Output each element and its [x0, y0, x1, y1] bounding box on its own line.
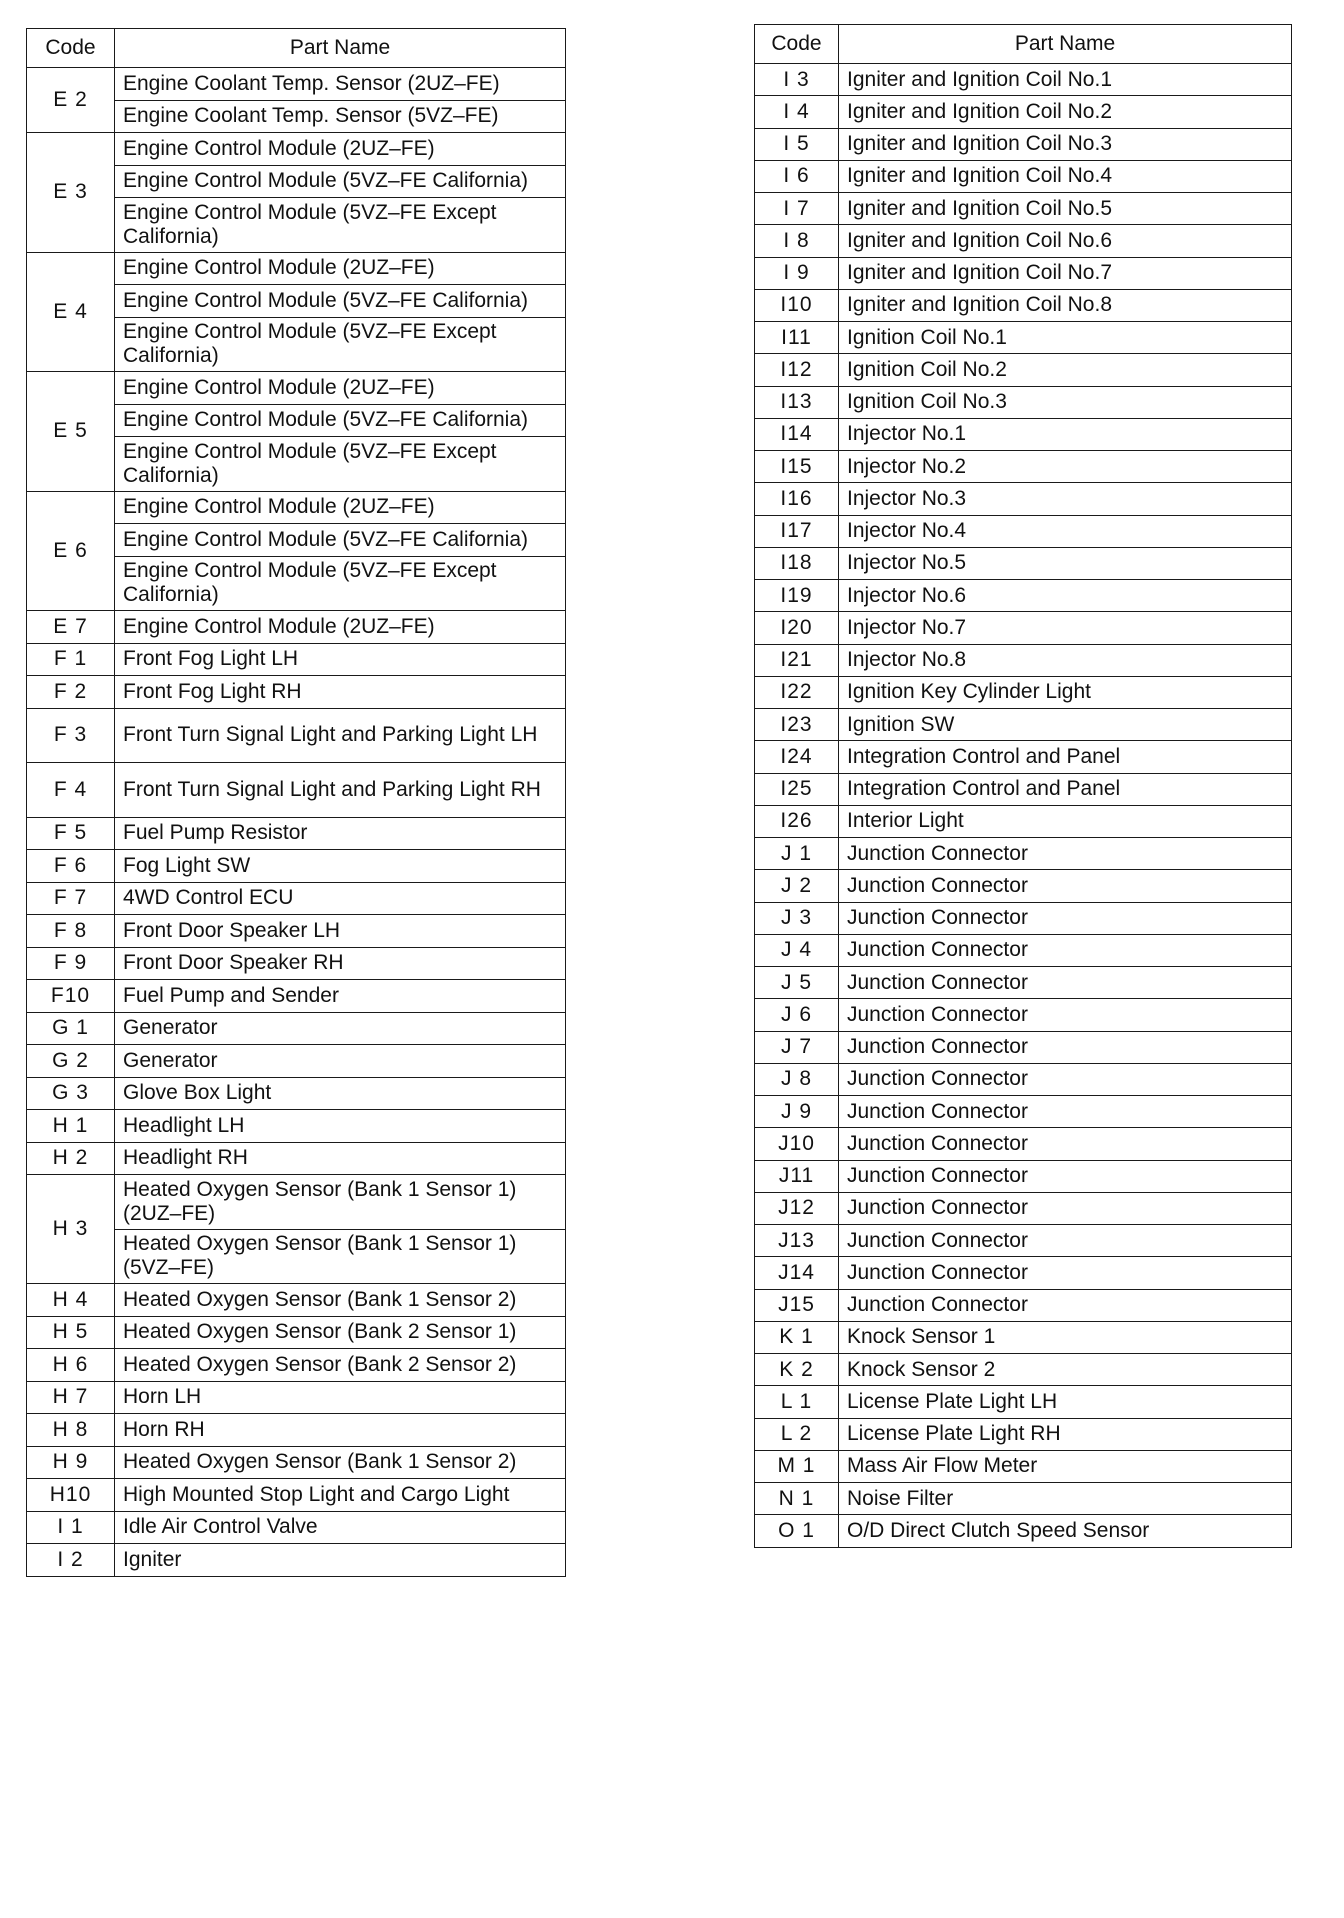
code-header: Code [27, 29, 115, 68]
code-cell: I25 [755, 773, 839, 805]
code-cell: H 2 [27, 1142, 115, 1175]
table-row [755, 676, 1292, 708]
part-name-cell: Junction Connector [839, 1063, 1292, 1095]
table-row [755, 1515, 1292, 1547]
code-cell: H 5 [27, 1316, 115, 1349]
part-name-cell: Junction Connector [839, 934, 1292, 966]
part-name-cell: Engine Control Module (5VZ–FE California) [115, 165, 566, 198]
part-name-cell: Engine Control Module (5VZ–FE Except California) [115, 437, 566, 492]
code-cell: F 1 [27, 643, 115, 676]
table-row [755, 1289, 1292, 1321]
part-name-cell: Junction Connector [839, 1289, 1292, 1321]
parts-table-left [26, 28, 566, 1577]
part-name-cell: Engine Control Module (5VZ–FE California) [115, 404, 566, 437]
code-cell: J 7 [755, 1031, 839, 1063]
part-name-cell: Generator [115, 1045, 566, 1078]
table-row [755, 451, 1292, 483]
code-cell: I17 [755, 515, 839, 547]
code-cell: I23 [755, 709, 839, 741]
table-row [755, 322, 1292, 354]
code-cell: H 3 [27, 1175, 115, 1284]
table-row [27, 1479, 566, 1512]
part-name-cell: Junction Connector [839, 1257, 1292, 1289]
table-row [27, 372, 566, 405]
code-cell: I 1 [27, 1511, 115, 1544]
table-row [27, 1414, 566, 1447]
table-row [755, 1386, 1292, 1418]
part-name-cell: Junction Connector [839, 838, 1292, 870]
code-cell: F 5 [27, 817, 115, 850]
table-row [27, 1142, 566, 1175]
part-name-cell: Horn LH [115, 1381, 566, 1414]
code-cell: H 4 [27, 1284, 115, 1317]
part-name-cell: Front Fog Light LH [115, 643, 566, 676]
part-name-cell: Heated Oxygen Sensor (Bank 2 Sensor 1) [115, 1316, 566, 1349]
code-cell: H 8 [27, 1414, 115, 1447]
table-row [27, 1446, 566, 1479]
part-name-cell: Headlight LH [115, 1110, 566, 1143]
table-row [755, 870, 1292, 902]
part-name-cell: Junction Connector [839, 1031, 1292, 1063]
part-name-cell: Igniter and Ignition Coil No.2 [839, 96, 1292, 128]
table-row [755, 1192, 1292, 1224]
part-name-cell: Integration Control and Panel [839, 741, 1292, 773]
part-name-cell: Heated Oxygen Sensor (Bank 2 Sensor 2) [115, 1349, 566, 1382]
table-row [755, 128, 1292, 160]
part-name-cell: Front Turn Signal Light and Parking Light LH [115, 708, 566, 763]
part-name-cell: Ignition Coil No.3 [839, 386, 1292, 418]
part-name-cell: Injector No.7 [839, 612, 1292, 644]
code-cell: E 2 [27, 68, 115, 133]
part-name-cell: Ignition Coil No.2 [839, 354, 1292, 386]
part-name-cell: Front Turn Signal Light and Parking Light RH [115, 763, 566, 818]
part-name-cell: Front Door Speaker RH [115, 947, 566, 980]
part-name-cell: Ignition Key Cylinder Light [839, 676, 1292, 708]
part-name-cell: High Mounted Stop Light and Cargo Light [115, 1479, 566, 1512]
part-name-cell: License Plate Light RH [839, 1418, 1292, 1450]
header-row [27, 29, 566, 68]
part-name-cell: Engine Control Module (2UZ–FE) [115, 252, 566, 285]
part-name-cell: Junction Connector [839, 967, 1292, 999]
code-cell: I13 [755, 386, 839, 418]
code-cell: J 9 [755, 1096, 839, 1128]
part-name-cell: Fog Light SW [115, 850, 566, 883]
table-row [755, 1354, 1292, 1386]
table-row [755, 547, 1292, 579]
code-cell: I 3 [755, 64, 839, 96]
table-row [27, 817, 566, 850]
code-cell: I 8 [755, 225, 839, 257]
code-cell: I 9 [755, 257, 839, 289]
code-cell: F 8 [27, 915, 115, 948]
code-cell: N 1 [755, 1483, 839, 1515]
table-row [755, 64, 1292, 96]
table-row [755, 967, 1292, 999]
code-cell: I18 [755, 547, 839, 579]
part-name-cell: Injector No.3 [839, 483, 1292, 515]
table-row [27, 1012, 566, 1045]
part-name-cell: Injector No.5 [839, 547, 1292, 579]
code-cell: I11 [755, 322, 839, 354]
code-cell: J 4 [755, 934, 839, 966]
part-name-cell: Noise Filter [839, 1483, 1292, 1515]
code-cell: I14 [755, 418, 839, 450]
part-name-cell: Junction Connector [839, 1128, 1292, 1160]
code-cell: I21 [755, 644, 839, 676]
table-row [27, 252, 566, 285]
code-cell: H 9 [27, 1446, 115, 1479]
table-row [755, 96, 1292, 128]
part-name-cell: Injector No.6 [839, 580, 1292, 612]
part-name-cell: Front Door Speaker LH [115, 915, 566, 948]
table-row [755, 934, 1292, 966]
table-row [755, 1418, 1292, 1450]
table-body [27, 68, 566, 1577]
table-row [27, 882, 566, 915]
code-cell: I 5 [755, 128, 839, 160]
part-name-cell: Engine Control Module (5VZ–FE Except California) [115, 317, 566, 372]
code-cell: F 6 [27, 850, 115, 883]
part-name-cell: Engine Coolant Temp. Sensor (2UZ–FE) [115, 68, 566, 101]
table-row [27, 133, 566, 166]
code-cell: H 1 [27, 1110, 115, 1143]
table-row [27, 1077, 566, 1110]
table-row [27, 68, 566, 101]
code-header: Code [755, 25, 839, 64]
code-cell: I10 [755, 289, 839, 321]
table-row [27, 1544, 566, 1577]
table-row [755, 225, 1292, 257]
table-row [755, 805, 1292, 837]
part-name-cell: Junction Connector [839, 870, 1292, 902]
code-cell: F 7 [27, 882, 115, 915]
part-name-cell: Engine Control Module (5VZ–FE Except California) [115, 556, 566, 611]
table-row [755, 354, 1292, 386]
table-row [27, 708, 566, 763]
code-cell: I20 [755, 612, 839, 644]
code-cell: G 3 [27, 1077, 115, 1110]
code-cell: J10 [755, 1128, 839, 1160]
table-row [27, 1045, 566, 1078]
parts-table-right [754, 24, 1292, 1548]
code-cell: J14 [755, 1257, 839, 1289]
table-row [755, 160, 1292, 192]
part-name-cell: Ignition SW [839, 709, 1292, 741]
part-name-header: Part Name [115, 29, 566, 68]
table-row [755, 709, 1292, 741]
table-row [755, 1483, 1292, 1515]
code-cell: F 4 [27, 763, 115, 818]
table-row [755, 741, 1292, 773]
part-name-cell: Fuel Pump Resistor [115, 817, 566, 850]
part-name-cell: Engine Control Module (5VZ–FE California) [115, 285, 566, 318]
code-cell: J 8 [755, 1063, 839, 1095]
code-cell: J11 [755, 1160, 839, 1192]
part-name-cell: Engine Control Module (5VZ–FE California) [115, 524, 566, 557]
code-cell: E 5 [27, 372, 115, 492]
part-name-cell: Igniter [115, 1544, 566, 1577]
code-cell: I26 [755, 805, 839, 837]
code-cell: H10 [27, 1479, 115, 1512]
code-cell: I 7 [755, 193, 839, 225]
part-name-cell: O/D Direct Clutch Speed Sensor [839, 1515, 1292, 1547]
part-name-cell: Engine Coolant Temp. Sensor (5VZ–FE) [115, 100, 566, 133]
table-row [27, 1284, 566, 1317]
code-cell: I 2 [27, 1544, 115, 1577]
code-cell: I22 [755, 676, 839, 708]
table-row [755, 1096, 1292, 1128]
table-row [27, 1110, 566, 1143]
table-row [27, 1175, 566, 1230]
table-row [755, 1257, 1292, 1289]
code-cell: K 1 [755, 1321, 839, 1353]
code-cell: I15 [755, 451, 839, 483]
part-name-cell: Fuel Pump and Sender [115, 980, 566, 1013]
part-name-cell: Igniter and Ignition Coil No.6 [839, 225, 1292, 257]
part-name-cell: Mass Air Flow Meter [839, 1450, 1292, 1482]
code-cell: L 2 [755, 1418, 839, 1450]
table-row [755, 193, 1292, 225]
code-cell: J 5 [755, 967, 839, 999]
table-row [755, 483, 1292, 515]
table-body [755, 64, 1292, 1548]
part-name-cell: Heated Oxygen Sensor (Bank 1 Sensor 2) [115, 1446, 566, 1479]
part-name-cell: Engine Control Module (2UZ–FE) [115, 611, 566, 644]
table-row [755, 902, 1292, 934]
table-row [755, 386, 1292, 418]
table-row [755, 1128, 1292, 1160]
code-cell: J13 [755, 1225, 839, 1257]
code-cell: O 1 [755, 1515, 839, 1547]
code-cell: I12 [755, 354, 839, 386]
part-name-cell: Horn RH [115, 1414, 566, 1447]
table-row [755, 612, 1292, 644]
code-cell: J 3 [755, 902, 839, 934]
part-name-cell: Interior Light [839, 805, 1292, 837]
code-cell: J 1 [755, 838, 839, 870]
table-row [755, 418, 1292, 450]
part-name-cell: Injector No.1 [839, 418, 1292, 450]
part-name-cell: Igniter and Ignition Coil No.4 [839, 160, 1292, 192]
code-cell: F10 [27, 980, 115, 1013]
table-row [27, 676, 566, 709]
code-cell: G 1 [27, 1012, 115, 1045]
table-row [755, 1225, 1292, 1257]
part-name-cell: Junction Connector [839, 999, 1292, 1031]
table-row [755, 999, 1292, 1031]
table-row [755, 1160, 1292, 1192]
part-name-cell: Igniter and Ignition Coil No.3 [839, 128, 1292, 160]
part-name-cell: Knock Sensor 2 [839, 1354, 1292, 1386]
part-name-cell: Ignition Coil No.1 [839, 322, 1292, 354]
table-row [27, 1316, 566, 1349]
part-name-cell: 4WD Control ECU [115, 882, 566, 915]
code-cell: L 1 [755, 1386, 839, 1418]
table-row [755, 580, 1292, 612]
code-cell: I19 [755, 580, 839, 612]
table-row [755, 289, 1292, 321]
part-name-cell: Junction Connector [839, 1225, 1292, 1257]
table-row [27, 763, 566, 818]
table-row [27, 643, 566, 676]
table-row [27, 611, 566, 644]
table-row [755, 257, 1292, 289]
code-cell: F 9 [27, 947, 115, 980]
code-cell: E 3 [27, 133, 115, 253]
part-name-cell: Engine Control Module (2UZ–FE) [115, 491, 566, 524]
part-name-cell: Igniter and Ignition Coil No.5 [839, 193, 1292, 225]
part-name-cell: Igniter and Ignition Coil No.1 [839, 64, 1292, 96]
part-name-cell: License Plate Light LH [839, 1386, 1292, 1418]
part-name-cell: Front Fog Light RH [115, 676, 566, 709]
part-name-cell: Junction Connector [839, 1096, 1292, 1128]
part-name-cell: Injector No.2 [839, 451, 1292, 483]
part-name-cell: Junction Connector [839, 902, 1292, 934]
table-row [755, 838, 1292, 870]
table-row [755, 1063, 1292, 1095]
table-row [755, 773, 1292, 805]
part-name-cell: Engine Control Module (2UZ–FE) [115, 372, 566, 405]
table-row [27, 850, 566, 883]
part-name-cell: Injector No.8 [839, 644, 1292, 676]
table-row [27, 915, 566, 948]
part-name-cell: Heated Oxygen Sensor (Bank 1 Sensor 1) (5VZ–FE) [115, 1229, 566, 1284]
part-name-cell: Junction Connector [839, 1160, 1292, 1192]
part-name-cell: Headlight RH [115, 1142, 566, 1175]
code-cell: E 6 [27, 491, 115, 611]
code-cell: E 7 [27, 611, 115, 644]
part-name-cell: Glove Box Light [115, 1077, 566, 1110]
part-name-cell: Igniter and Ignition Coil No.7 [839, 257, 1292, 289]
code-cell: H 6 [27, 1349, 115, 1382]
code-cell: M 1 [755, 1450, 839, 1482]
code-cell: J 2 [755, 870, 839, 902]
part-name-cell: Engine Control Module (2UZ–FE) [115, 133, 566, 166]
code-cell: F 2 [27, 676, 115, 709]
table-row [755, 515, 1292, 547]
part-name-cell: Knock Sensor 1 [839, 1321, 1292, 1353]
part-name-header: Part Name [839, 25, 1292, 64]
part-name-cell: Injector No.4 [839, 515, 1292, 547]
table-row [27, 1381, 566, 1414]
table-row [755, 1031, 1292, 1063]
table-row [27, 491, 566, 524]
part-name-cell: Idle Air Control Valve [115, 1511, 566, 1544]
code-cell: J12 [755, 1192, 839, 1224]
code-cell: F 3 [27, 708, 115, 763]
part-name-cell: Engine Control Module (5VZ–FE Except California) [115, 198, 566, 253]
table-row [27, 1511, 566, 1544]
code-cell: J 6 [755, 999, 839, 1031]
code-cell: I16 [755, 483, 839, 515]
code-cell: I 4 [755, 96, 839, 128]
part-name-cell: Heated Oxygen Sensor (Bank 1 Sensor 2) [115, 1284, 566, 1317]
code-cell: I 6 [755, 160, 839, 192]
part-name-cell: Integration Control and Panel [839, 773, 1292, 805]
code-cell: H 7 [27, 1381, 115, 1414]
part-name-cell: Igniter and Ignition Coil No.8 [839, 289, 1292, 321]
header-row [755, 25, 1292, 64]
table-row [755, 644, 1292, 676]
table-row [755, 1450, 1292, 1482]
table-row [755, 1321, 1292, 1353]
code-cell: J15 [755, 1289, 839, 1321]
table-row [27, 947, 566, 980]
code-cell: I24 [755, 741, 839, 773]
code-cell: K 2 [755, 1354, 839, 1386]
code-cell: G 2 [27, 1045, 115, 1078]
table-row [27, 980, 566, 1013]
part-name-cell: Generator [115, 1012, 566, 1045]
part-name-cell: Heated Oxygen Sensor (Bank 1 Sensor 1) (2UZ–FE) [115, 1175, 566, 1230]
table-row [27, 1349, 566, 1382]
part-name-cell: Junction Connector [839, 1192, 1292, 1224]
code-cell: E 4 [27, 252, 115, 372]
